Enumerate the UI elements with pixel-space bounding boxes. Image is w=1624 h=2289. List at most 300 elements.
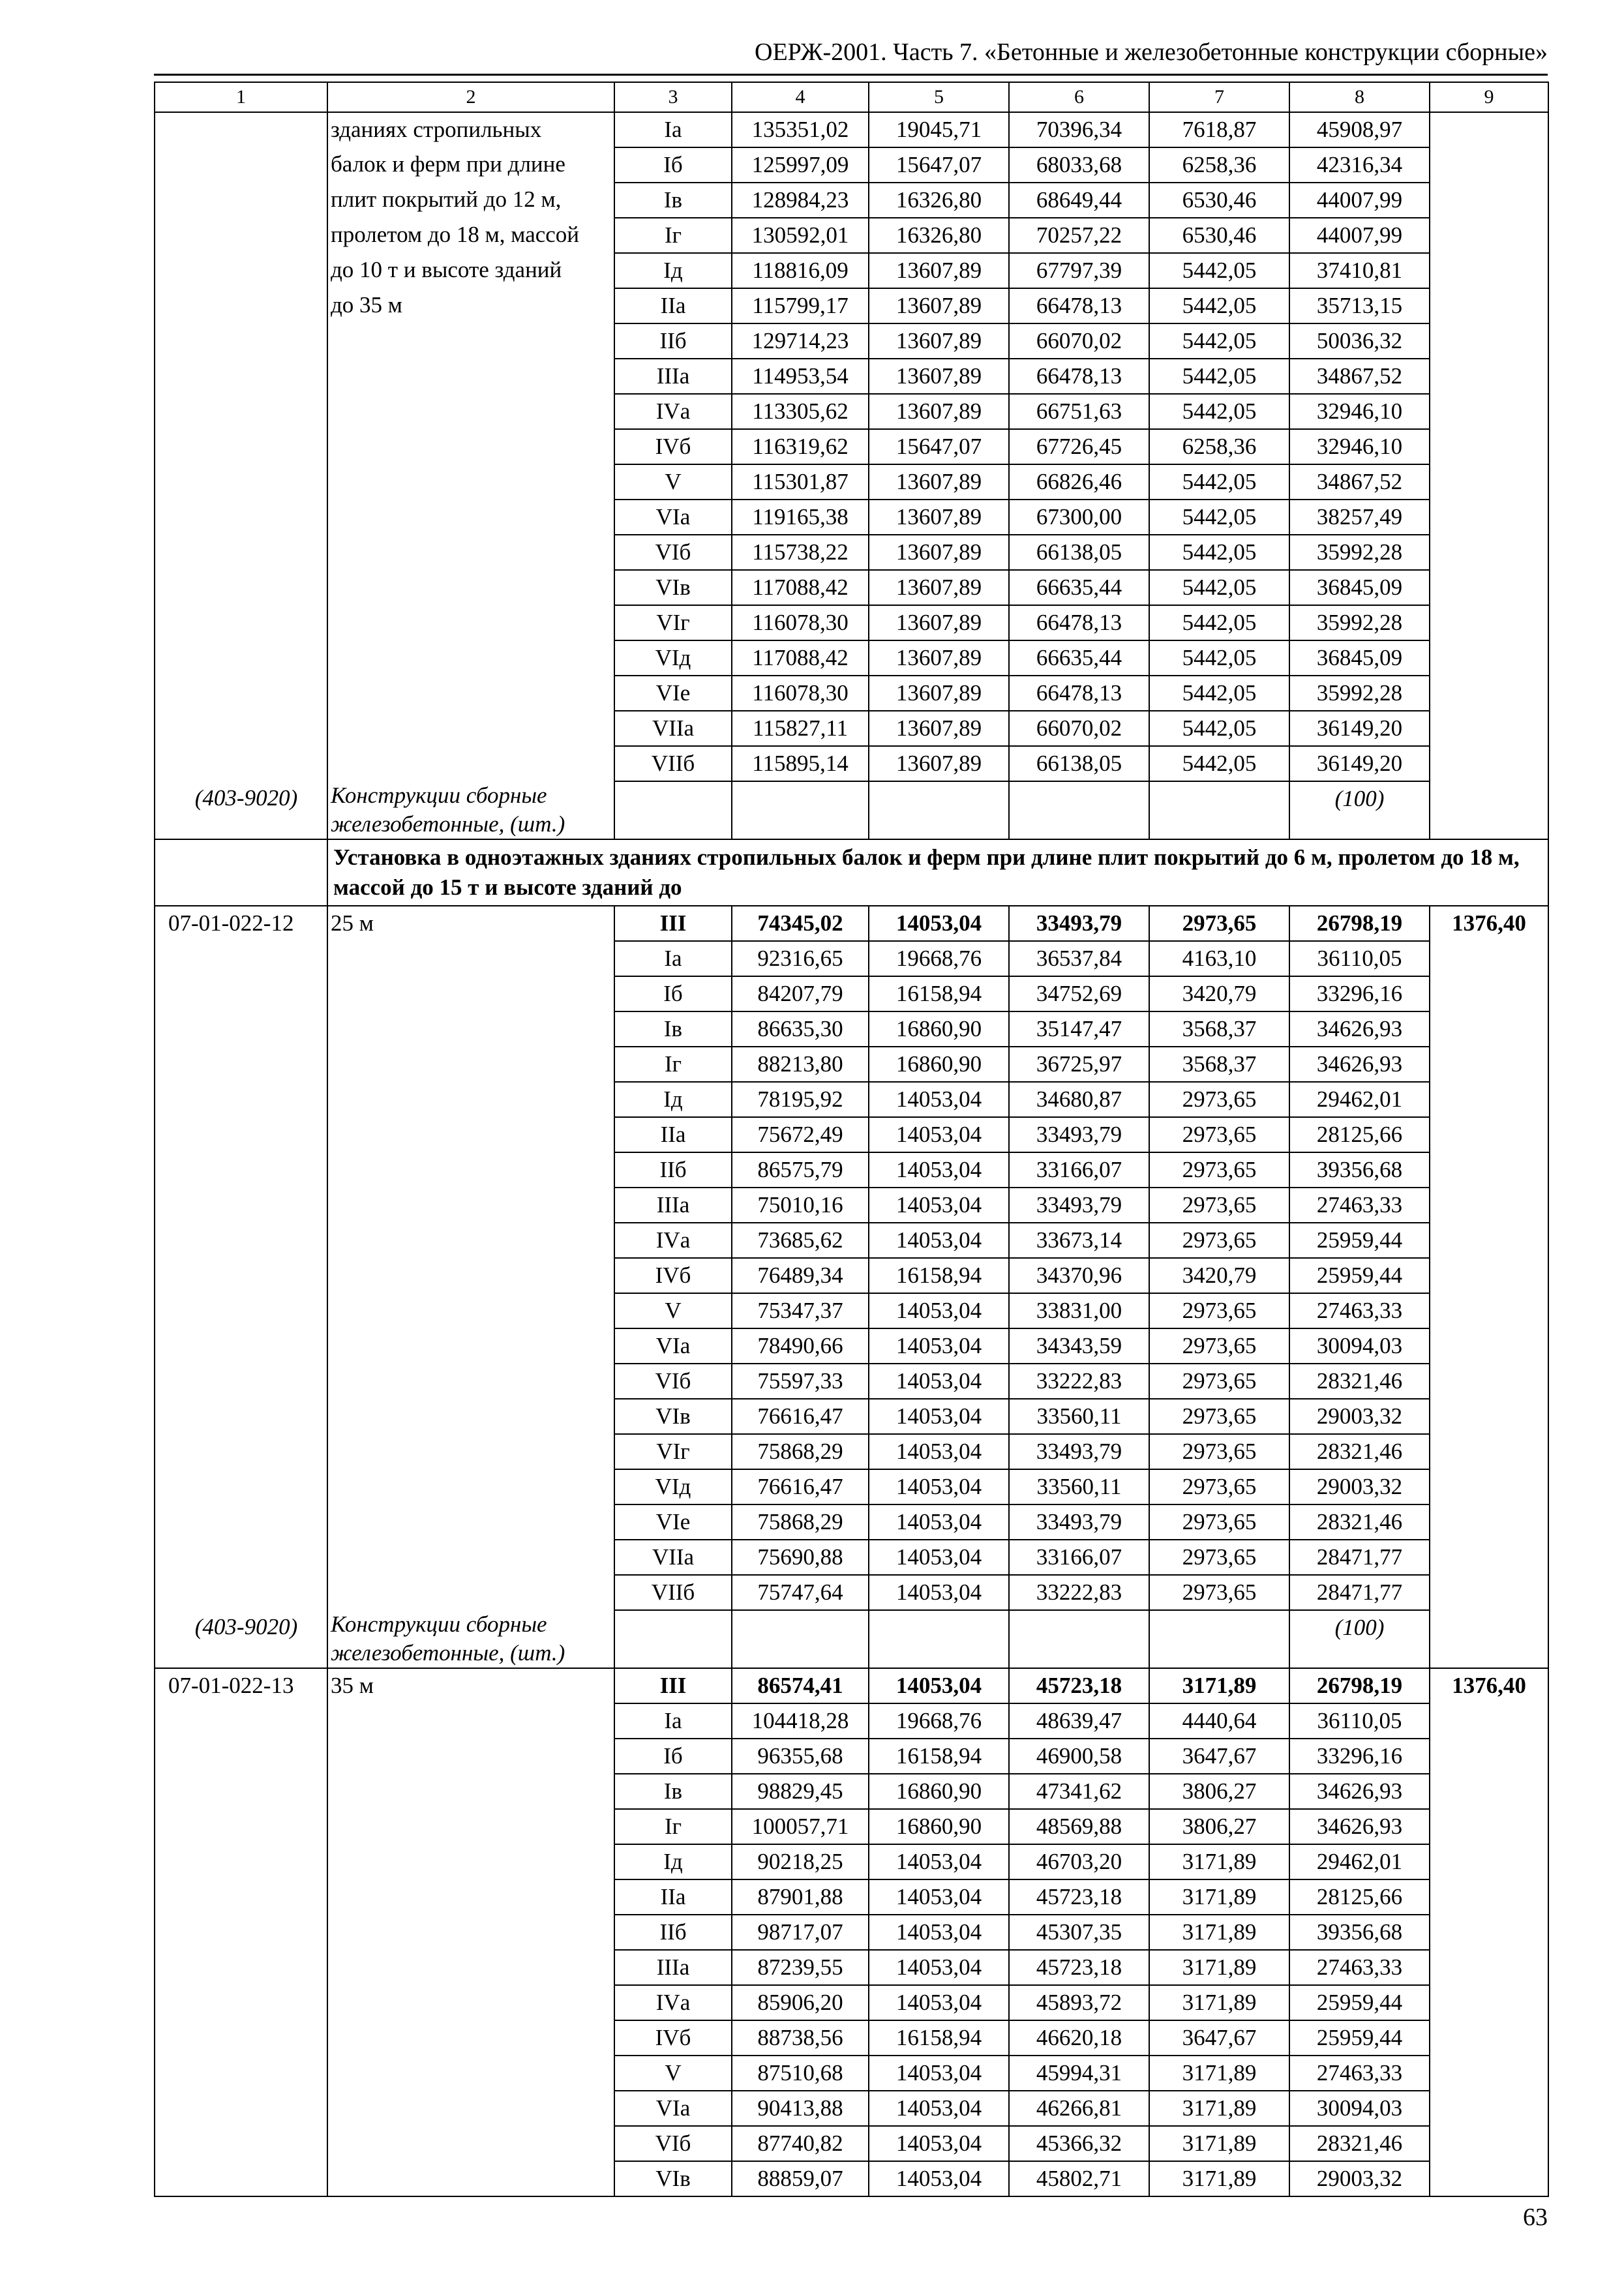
materials-cost: 27463,33	[1289, 1188, 1430, 1223]
materials-cost: 35992,28	[1289, 535, 1430, 570]
wages: 16158,94	[869, 976, 1009, 1011]
wages: 14053,04	[869, 1668, 1009, 1703]
rate-main-row	[155, 906, 1548, 941]
direct-cost: 75690,88	[732, 1540, 869, 1575]
machine-cost: 33673,14	[1009, 1223, 1149, 1258]
rate-code	[155, 976, 327, 1011]
rate-code	[155, 1011, 327, 1047]
wages: 16158,94	[869, 1258, 1009, 1293]
labor-hours	[1430, 288, 1548, 323]
labor-hours: 1376,40	[1430, 906, 1548, 941]
resource-name	[327, 1610, 614, 1668]
zone-code: VIв	[614, 570, 732, 605]
direct-cost: 84207,79	[732, 976, 869, 1011]
driver-wages: 3806,27	[1149, 1809, 1289, 1844]
zone-code: Iб	[614, 976, 732, 1011]
zone-code: IVа	[614, 394, 732, 429]
labor-hours	[1430, 1188, 1548, 1223]
wages: 13607,89	[869, 676, 1009, 711]
zone-code: VIа	[614, 2091, 732, 2126]
driver-wages: 3171,89	[1149, 1879, 1289, 1915]
rate-code	[155, 1504, 327, 1540]
work-description	[327, 1844, 614, 1879]
rate-code	[155, 429, 327, 464]
section-code-cell	[155, 839, 327, 906]
driver-wages: 2973,65	[1149, 1434, 1289, 1469]
wages: 19668,76	[869, 1703, 1009, 1739]
direct-cost: 98829,45	[732, 1774, 869, 1809]
direct-cost: 118816,09	[732, 253, 869, 288]
empty-cell	[1009, 781, 1149, 839]
machine-cost: 47341,62	[1009, 1774, 1149, 1809]
table-row	[155, 1434, 1548, 1469]
rate-code	[155, 218, 327, 253]
wages: 16860,90	[869, 1011, 1009, 1047]
labor-hours	[1430, 1844, 1548, 1879]
driver-wages: 7618,87	[1149, 112, 1289, 147]
table-row	[155, 1774, 1548, 1809]
table-row	[155, 1152, 1548, 1188]
labor-hours	[1430, 2161, 1548, 2196]
empty-cell	[732, 1610, 869, 1668]
work-description: до 35 м	[327, 288, 614, 323]
table-row	[155, 1328, 1548, 1364]
materials-cost: 30094,03	[1289, 1328, 1430, 1364]
labor-hours	[1430, 1434, 1548, 1469]
wages: 13607,89	[869, 535, 1009, 570]
work-description	[327, 2020, 614, 2056]
work-description	[327, 464, 614, 500]
empty-cell	[732, 781, 869, 839]
zone-code: Iг	[614, 218, 732, 253]
driver-wages: 4163,10	[1149, 941, 1289, 976]
materials-cost: 36110,05	[1289, 1703, 1430, 1739]
rate-code	[155, 359, 327, 394]
work-description	[327, 1739, 614, 1774]
machine-cost: 33493,79	[1009, 1117, 1149, 1152]
work-description	[327, 359, 614, 394]
table-row	[155, 147, 1548, 183]
machine-cost: 33166,07	[1009, 1540, 1149, 1575]
work-description: до 10 т и высоте зданий	[327, 253, 614, 288]
driver-wages: 5442,05	[1149, 640, 1289, 676]
direct-cost: 75010,16	[732, 1188, 869, 1223]
empty-cell	[869, 1610, 1009, 1668]
work-description	[327, 1047, 614, 1082]
machine-cost: 45723,18	[1009, 1879, 1149, 1915]
labor-hours	[1430, 1540, 1548, 1575]
materials-cost: 29003,32	[1289, 1469, 1430, 1504]
driver-wages: 6258,36	[1149, 147, 1289, 183]
resource-footer-row	[155, 781, 1548, 839]
work-description	[327, 1504, 614, 1540]
table-row	[155, 1915, 1548, 1950]
direct-cost: 116319,62	[732, 429, 869, 464]
table-row	[155, 183, 1548, 218]
table-row	[155, 394, 1548, 429]
work-description: 35 м	[327, 1668, 614, 1703]
zone-code: IIа	[614, 288, 732, 323]
labor-hours	[1430, 394, 1548, 429]
rate-code: 07-01-022-12	[155, 906, 327, 941]
work-description	[327, 2126, 614, 2161]
zone-code: VIе	[614, 1504, 732, 1540]
column-number: 2	[327, 82, 614, 112]
machine-cost: 46620,18	[1009, 2020, 1149, 2056]
driver-wages: 4440,64	[1149, 1703, 1289, 1739]
empty-cell	[614, 781, 732, 839]
wages: 14053,04	[869, 1364, 1009, 1399]
wages: 16860,90	[869, 1809, 1009, 1844]
driver-wages: 5442,05	[1149, 253, 1289, 288]
labor-hours	[1430, 2126, 1548, 2161]
wages: 14053,04	[869, 1434, 1009, 1469]
table-row	[155, 288, 1548, 323]
work-description	[327, 1809, 614, 1844]
direct-cost: 75747,64	[732, 1575, 869, 1610]
resource-name-line: железобетонные, (шт.)	[331, 811, 565, 837]
materials-cost: 36149,20	[1289, 711, 1430, 746]
machine-cost: 67726,45	[1009, 429, 1149, 464]
wages: 15647,07	[869, 147, 1009, 183]
zone-code: IVа	[614, 1985, 732, 2020]
table-row	[155, 1188, 1548, 1223]
table-row	[155, 941, 1548, 976]
table-body	[155, 82, 1548, 2196]
wages: 14053,04	[869, 1915, 1009, 1950]
column-number: 8	[1289, 82, 1430, 112]
rate-code	[155, 1328, 327, 1364]
work-description	[327, 1434, 614, 1469]
machine-cost: 66478,13	[1009, 288, 1149, 323]
zone-code: Iа	[614, 941, 732, 976]
labor-hours	[1430, 570, 1548, 605]
table-row	[155, 640, 1548, 676]
labor-hours	[1430, 500, 1548, 535]
labor-hours	[1430, 1774, 1548, 1809]
driver-wages: 3171,89	[1149, 1950, 1289, 1985]
table-row	[155, 746, 1548, 781]
direct-cost: 92316,65	[732, 941, 869, 976]
driver-wages: 5442,05	[1149, 288, 1289, 323]
wages: 14053,04	[869, 1504, 1009, 1540]
direct-cost: 114953,54	[732, 359, 869, 394]
machine-cost: 36725,97	[1009, 1047, 1149, 1082]
resource-quantity: (100)	[1289, 781, 1430, 839]
driver-wages: 2973,65	[1149, 1504, 1289, 1540]
materials-cost: 28321,46	[1289, 1434, 1430, 1469]
labor-hours	[1430, 1915, 1548, 1950]
direct-cost: 128984,23	[732, 183, 869, 218]
column-number: 7	[1149, 82, 1289, 112]
machine-cost: 33166,07	[1009, 1152, 1149, 1188]
work-description	[327, 1950, 614, 1985]
labor-hours	[1430, 640, 1548, 676]
machine-cost: 66826,46	[1009, 464, 1149, 500]
direct-cost: 129714,23	[732, 323, 869, 359]
zone-code: VIв	[614, 2161, 732, 2196]
machine-cost: 33493,79	[1009, 1434, 1149, 1469]
labor-hours	[1430, 605, 1548, 640]
wages: 14053,04	[869, 1469, 1009, 1504]
direct-cost: 88859,07	[732, 2161, 869, 2196]
machine-cost: 66478,13	[1009, 676, 1149, 711]
work-description	[327, 535, 614, 570]
wages: 13607,89	[869, 394, 1009, 429]
table-row	[155, 1703, 1548, 1739]
wages: 14053,04	[869, 1879, 1009, 1915]
table-row	[155, 2091, 1548, 2126]
driver-wages: 2973,65	[1149, 1399, 1289, 1434]
direct-cost: 85906,20	[732, 1985, 869, 2020]
column-number: 5	[869, 82, 1009, 112]
wages: 14053,04	[869, 2056, 1009, 2091]
zone-code: VIIб	[614, 1575, 732, 1610]
zone-code: VIа	[614, 1328, 732, 1364]
driver-wages: 5442,05	[1149, 711, 1289, 746]
rate-code	[155, 2056, 327, 2091]
materials-cost: 36845,09	[1289, 570, 1430, 605]
materials-cost: 28321,46	[1289, 2126, 1430, 2161]
materials-cost: 34867,52	[1289, 464, 1430, 500]
work-description	[327, 676, 614, 711]
materials-cost: 36149,20	[1289, 746, 1430, 781]
wages: 14053,04	[869, 1540, 1009, 1575]
zone-code: Iв	[614, 183, 732, 218]
column-number-row	[155, 82, 1548, 112]
materials-cost: 38257,49	[1289, 500, 1430, 535]
materials-cost: 35992,28	[1289, 605, 1430, 640]
labor-hours	[1430, 218, 1548, 253]
rate-code	[155, 711, 327, 746]
work-description	[327, 2161, 614, 2196]
column-number: 9	[1430, 82, 1548, 112]
labor-hours	[1430, 711, 1548, 746]
machine-cost: 68649,44	[1009, 183, 1149, 218]
zone-code: Iд	[614, 1082, 732, 1117]
table-row	[155, 218, 1548, 253]
machine-cost: 67300,00	[1009, 500, 1149, 535]
resource-name-line: Конструкции сборные	[331, 783, 547, 808]
table-row	[155, 2020, 1548, 2056]
wages: 13607,89	[869, 746, 1009, 781]
driver-wages: 5442,05	[1149, 570, 1289, 605]
wages: 14053,04	[869, 1117, 1009, 1152]
direct-cost: 87901,88	[732, 1879, 869, 1915]
zone-code: VIIб	[614, 746, 732, 781]
rate-code	[155, 1809, 327, 1844]
zone-code: Iг	[614, 1047, 732, 1082]
resource-name-line: железобетонные, (шт.)	[331, 1640, 565, 1666]
materials-cost: 33296,16	[1289, 976, 1430, 1011]
rate-code	[155, 1774, 327, 1809]
direct-cost: 88738,56	[732, 2020, 869, 2056]
rate-code	[155, 500, 327, 535]
driver-wages: 2973,65	[1149, 1223, 1289, 1258]
wages: 14053,04	[869, 1188, 1009, 1223]
rate-code	[155, 1739, 327, 1774]
labor-hours	[1430, 1011, 1548, 1047]
column-number: 3	[614, 82, 732, 112]
zone-code: VIа	[614, 500, 732, 535]
labor-hours	[1430, 1703, 1548, 1739]
wages: 14053,04	[869, 2091, 1009, 2126]
page-number: 63	[1523, 2204, 1548, 2231]
resource-name-line: Конструкции сборные	[331, 1611, 547, 1637]
wages: 13607,89	[869, 640, 1009, 676]
page-header: ОЕРЖ-2001. Часть 7. «Бетонные и железобетонные конструкции сборные»	[755, 38, 1548, 66]
wages: 14053,04	[869, 1223, 1009, 1258]
table-row	[155, 429, 1548, 464]
driver-wages: 2973,65	[1149, 1188, 1289, 1223]
labor-hours	[1430, 1575, 1548, 1610]
machine-cost: 45893,72	[1009, 1985, 1149, 2020]
rate-code	[155, 1434, 327, 1469]
table-row	[155, 1879, 1548, 1915]
wages: 16860,90	[869, 1774, 1009, 1809]
driver-wages: 3420,79	[1149, 976, 1289, 1011]
zone-code: Iб	[614, 1739, 732, 1774]
work-description	[327, 500, 614, 535]
column-number: 6	[1009, 82, 1149, 112]
header-rule	[154, 74, 1548, 76]
labor-hours: 1376,40	[1430, 1668, 1548, 1703]
wages: 14053,04	[869, 1985, 1009, 2020]
materials-cost: 25959,44	[1289, 1223, 1430, 1258]
zone-code: III	[614, 906, 732, 941]
table-row	[155, 1504, 1548, 1540]
rate-code	[155, 1469, 327, 1504]
work-description	[327, 1399, 614, 1434]
materials-cost: 25959,44	[1289, 2020, 1430, 2056]
empty-cell	[1149, 1610, 1289, 1668]
driver-wages: 5442,05	[1149, 535, 1289, 570]
table-row	[155, 1575, 1548, 1610]
direct-cost: 115301,87	[732, 464, 869, 500]
table-row	[155, 976, 1548, 1011]
materials-cost: 29003,32	[1289, 1399, 1430, 1434]
machine-cost: 66751,63	[1009, 394, 1149, 429]
wages: 13607,89	[869, 464, 1009, 500]
wages: 16158,94	[869, 1739, 1009, 1774]
direct-cost: 90413,88	[732, 2091, 869, 2126]
labor-hours	[1430, 1399, 1548, 1434]
driver-wages: 2973,65	[1149, 1152, 1289, 1188]
driver-wages: 3171,89	[1149, 1844, 1289, 1879]
rate-code	[155, 2091, 327, 2126]
zone-code: IIб	[614, 323, 732, 359]
materials-cost: 45908,97	[1289, 112, 1430, 147]
table-row	[155, 2056, 1548, 2091]
rate-code: 07-01-022-13	[155, 1668, 327, 1703]
table-row	[155, 1985, 1548, 2020]
labor-hours	[1430, 253, 1548, 288]
direct-cost: 86575,79	[732, 1152, 869, 1188]
work-description	[327, 1223, 614, 1258]
table-row	[155, 1469, 1548, 1504]
column-number: 1	[155, 82, 327, 112]
table-row	[155, 1950, 1548, 1985]
direct-cost: 73685,62	[732, 1223, 869, 1258]
machine-cost: 67797,39	[1009, 253, 1149, 288]
materials-cost: 36110,05	[1289, 941, 1430, 976]
labor-hours	[1430, 1950, 1548, 1985]
table-row	[155, 464, 1548, 500]
zone-code: Iв	[614, 1011, 732, 1047]
driver-wages: 3806,27	[1149, 1774, 1289, 1809]
materials-cost: 37410,81	[1289, 253, 1430, 288]
direct-cost: 115799,17	[732, 288, 869, 323]
zone-code: IVб	[614, 2020, 732, 2056]
labor-hours	[1430, 183, 1548, 218]
zone-code: VIг	[614, 605, 732, 640]
rate-code	[155, 1188, 327, 1223]
direct-cost: 135351,02	[732, 112, 869, 147]
machine-cost: 33493,79	[1009, 1504, 1149, 1540]
wages: 13607,89	[869, 359, 1009, 394]
driver-wages: 3171,89	[1149, 2126, 1289, 2161]
materials-cost: 35992,28	[1289, 676, 1430, 711]
driver-wages: 5442,05	[1149, 394, 1289, 429]
zone-code: VIб	[614, 1364, 732, 1399]
work-description	[327, 2091, 614, 2126]
driver-wages: 2973,65	[1149, 1575, 1289, 1610]
column-number: 4	[732, 82, 869, 112]
labor-hours	[1430, 2020, 1548, 2056]
work-description	[327, 570, 614, 605]
rate-code	[155, 1293, 327, 1328]
rate-code	[155, 2126, 327, 2161]
zone-code: VIг	[614, 1434, 732, 1469]
direct-cost: 90218,25	[732, 1844, 869, 1879]
labor-hours	[1430, 1293, 1548, 1328]
direct-cost: 104418,28	[732, 1703, 869, 1739]
zone-code: V	[614, 1293, 732, 1328]
materials-cost: 36845,09	[1289, 640, 1430, 676]
direct-cost: 125997,09	[732, 147, 869, 183]
labor-hours	[1430, 1879, 1548, 1915]
direct-cost: 117088,42	[732, 570, 869, 605]
machine-cost: 66478,13	[1009, 605, 1149, 640]
rate-code	[155, 464, 327, 500]
rate-code	[155, 1703, 327, 1739]
wages: 14053,04	[869, 1844, 1009, 1879]
driver-wages: 5442,05	[1149, 746, 1289, 781]
machine-cost: 46900,58	[1009, 1739, 1149, 1774]
direct-cost: 75347,37	[732, 1293, 869, 1328]
rate-code	[155, 570, 327, 605]
rate-code	[155, 1082, 327, 1117]
driver-wages: 3171,89	[1149, 2161, 1289, 2196]
materials-cost: 32946,10	[1289, 394, 1430, 429]
machine-cost: 33560,11	[1009, 1399, 1149, 1434]
materials-cost: 34626,93	[1289, 1011, 1430, 1047]
empty-cell	[1430, 1610, 1548, 1668]
driver-wages: 3171,89	[1149, 1915, 1289, 1950]
labor-hours	[1430, 535, 1548, 570]
wages: 13607,89	[869, 288, 1009, 323]
empty-cell	[1149, 781, 1289, 839]
driver-wages: 5442,05	[1149, 323, 1289, 359]
table-row	[155, 570, 1548, 605]
driver-wages: 3171,89	[1149, 1985, 1289, 2020]
wages: 14053,04	[869, 2126, 1009, 2161]
zone-code: VIд	[614, 640, 732, 676]
zone-code: Iа	[614, 1703, 732, 1739]
wages: 13607,89	[869, 711, 1009, 746]
rate-code	[155, 1985, 327, 2020]
work-description: пролетом до 18 м, массой	[327, 218, 614, 253]
